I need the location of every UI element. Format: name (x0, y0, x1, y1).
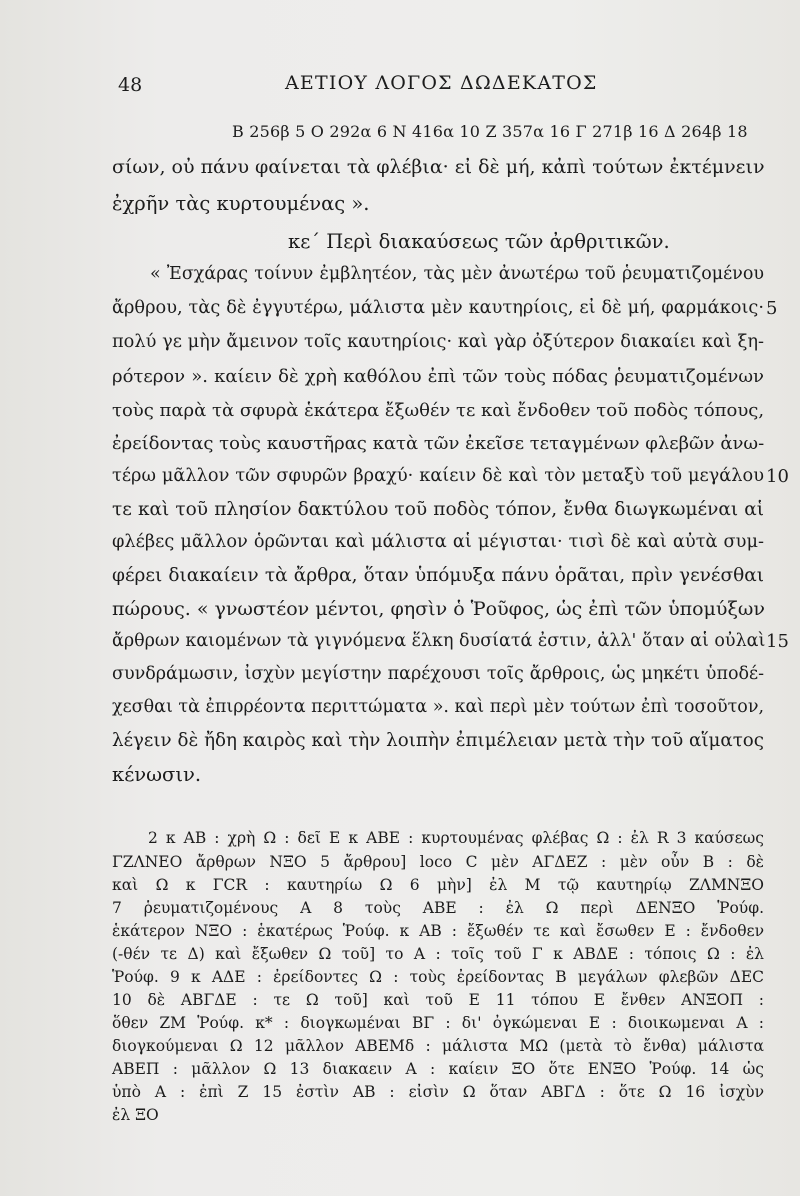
manuscript-references: B 256β 5 O 292α 6 N 416α 10 Z 357α 16 Γ 271β 16 Δ 264β 18 (232, 122, 748, 141)
text-line: ἐρείδοντας τοὺς καυστῆρας κατὰ τῶν ἐκεῖσε τεταγμένων φλεβῶν ἀνω- (112, 433, 765, 454)
apparatus-line: ὅθεν ΖΜ Ῥούφ. κ* : διογκωμέναι ΒΓ : δι' ὀγκώμεναι E : διοικωμεναι A : (112, 1014, 764, 1032)
apparatus-line: ἑκάτερον ΝΞΟ : ἑκατέρως Ῥούφ. κ AB : ἔξωθέν τε καὶ ἔσωθεν E : ἔνδοθεν (112, 922, 764, 940)
text-line: τε καὶ τοῦ πλησίον δακτύλου τοῦ ποδὸς τόπον, ἔνθα διωγκωμέναι αἱ (112, 499, 764, 520)
text-line: λέγειν δὲ ἤδη καιρὸς καὶ τὴν λοιπὴν ἐπιμέλειαν μετὰ τὴν τοῦ αἵματος (112, 730, 764, 751)
text-line: κένωσιν. (112, 763, 202, 786)
text-line: ἐχρῆν τὰς κυρτουμένας ». (112, 192, 370, 215)
apparatus-line: 7 ῥευματιζομένους Α 8 τοὺς ABE : ἐλ Ω περὶ ΔΕΝΞΟ Ῥούφ. (112, 899, 764, 917)
page-number: 48 (118, 74, 143, 96)
apparatus-line: ΑΒΕΠ : μᾶλλον Ω 13 διακαειν A : καίειν ΞΟ ὅτε ΕΝΞΟ Ῥούφ. 14 ὡς (112, 1060, 764, 1078)
text-line: πώρους. « γνωστέον μέντοι, φησὶν ὁ Ῥοῦφος, ὡς ἐπὶ τῶν ὑπομύξων (112, 598, 765, 620)
text-line: σίων, οὐ πάνυ φαίνεται τὰ φλέβια· εἰ δὲ μή, κἀπὶ τούτων ἐκτέμνειν (112, 156, 765, 178)
text-line: « Ἐσχάρας τοίνυν ἐμβλητέον, τὰς μὲν ἀνωτέρω τοῦ ῥευματιζομένου (150, 264, 764, 284)
text-line: τοὺς παρὰ τὰ σφυρὰ ἑκάτερα ἔξωθέν τε καὶ ἔνδοθεν τοῦ ποδὸς τόπους, (112, 400, 765, 421)
line-number: 5 (766, 298, 778, 319)
apparatus-line: ἐλ ΞΟ (112, 1106, 159, 1124)
text-line: ἄρθρων καιομένων τὰ γιγνόμενα ἕλκη δυσίατά ἐστιν, ἀλλ' ὅταν αἱ οὐλαὶ (112, 631, 766, 651)
text-line: φλέβες μᾶλλον ὁρῶνται καὶ μάλιστα αἱ μέγισται· τισὶ δὲ καὶ αὐτὰ συμ- (112, 532, 764, 552)
text-line: χεσθαι τὰ ἐπιρρέοντα περιττώματα ». καὶ περὶ μὲν τούτων ἐπὶ τοσοῦτον, (112, 697, 765, 717)
line-number: 10 (766, 466, 789, 487)
apparatus-line: 10 δὲ ΑΒΓΔΕ : τε Ω τοῦ] καὶ τοῦ E 11 τόπου E ἔνθεν ΑΝΞΟΠ : (112, 991, 764, 1009)
text-line: ἄρθρου, τὰς δὲ ἐγγυτέρω, μάλιστα μὲν καυτηρίοις, εἰ δὲ μή, φαρμάκοις· (112, 298, 764, 318)
apparatus-line: 2 κ AB : χρὴ Ω : δεῖ E κ ABE : κυρτουμένας φλέβας Ω : ἐλ R 3 καύσεως (148, 829, 764, 847)
text-line: πολύ γε μὴν ἄμεινον τοῖς καυτηρίοις· καὶ γὰρ ὀξύτερον διακαίει καὶ ξη- (112, 332, 764, 352)
apparatus-line: (-θέν τε Δ) καὶ ἔξωθεν Ω τοῦ] το A : τοῖς τοῦ Γ κ ΑΒΔΕ : τόποις Ω : ἐλ (112, 945, 764, 963)
apparatus-line: Ῥούφ. 9 κ ΑΔΕ : ἐρείδοντες Ω : τοὺς ἐρείδοντας B μεγάλων φλεβῶν ΔΕC (112, 968, 764, 986)
line-number: 15 (766, 631, 789, 652)
running-head: ΑΕΤΙΟΥ ΛΟΓΟΣ ΔΩΔΕΚΑΤΟΣ (285, 72, 598, 94)
apparatus-line: ὑπὸ A : ἐπὶ Z 15 ἐστὶν AB : εἰσὶν Ω ὅταν ΑΒΓΔ : ὅτε Ω 16 ἰσχὺν (112, 1083, 764, 1101)
apparatus-line: καὶ Ω κ ΓCR : καυτηρίω Ω 6 μὴν] ἐλ Μ τῷ καυτηρίῳ ΖΛΜΝΞΟ (112, 876, 764, 894)
chapter-heading: κε΄ Περὶ διακαύσεως τῶν ἀρθριτικῶν. (288, 230, 670, 253)
text-line: συνδράμωσιν, ἰσχὺν μεγίστην παρέχουσι τοῖς ἄρθροις, ὡς μηκέτι ὑποδέ- (112, 664, 764, 684)
apparatus-line: διογκούμεναι Ω 12 μᾶλλον ΑΒΕΜδ : μάλιστα ΜΩ (μετὰ τὸ ἔνθα) μάλιστα (112, 1037, 764, 1055)
text-line: τέρω μᾶλλον τῶν σφυρῶν βραχύ· καίειν δὲ καὶ τὸν μεταξὺ τοῦ μεγάλου (112, 466, 764, 486)
apparatus-line: ΓΖΛΝΕΟ ἄρθρων ΝΞΟ 5 ἄρθρου] loco C μὲν ΑΓΔΕΖ : μὲν οὖν B : δὲ (112, 853, 764, 871)
text-line: φέρει διακαίειν τὰ ἄρθρα, ὅταν ὑπόμυξα πάνυ ὁρᾶται, πρὶν γενέσθαι (112, 565, 764, 586)
text-line: ρότερον ». καίειν δὲ χρὴ καθόλου ἐπὶ τῶν τοὺς πόδας ῥευματιζομένων (112, 366, 764, 387)
